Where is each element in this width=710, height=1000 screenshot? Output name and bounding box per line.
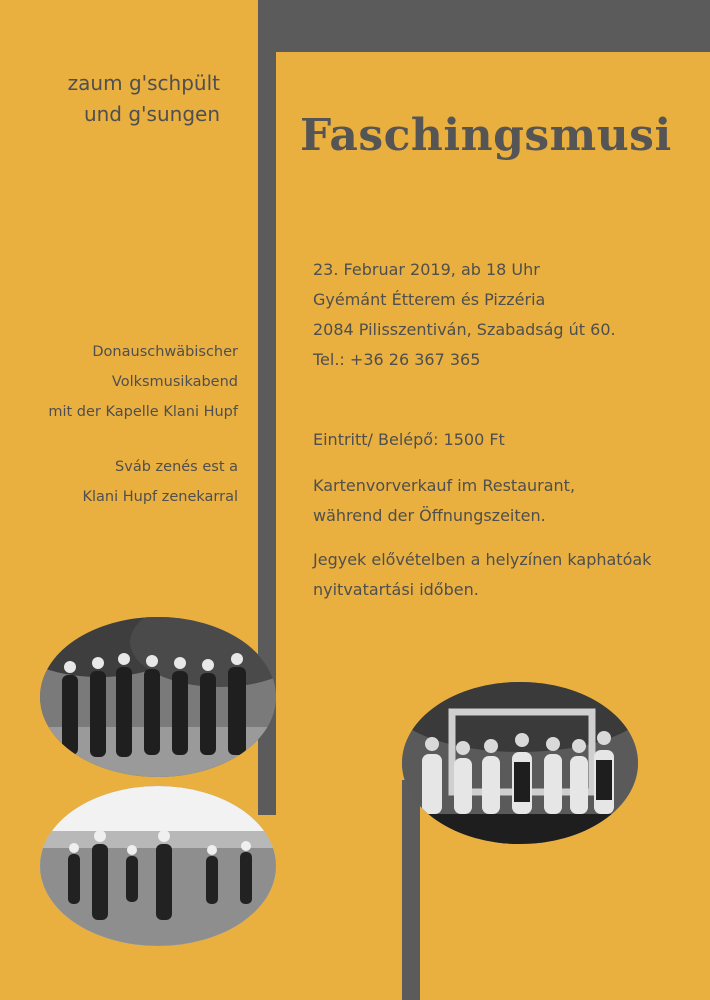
description-german: [20, 337, 238, 427]
description-line: Klani Hupf zenekarral: [82, 489, 238, 505]
event-phone: Tel.: +36 26 367 365: [313, 350, 481, 369]
presale-line: während der Öffnungszeiten.: [313, 506, 546, 525]
ticket-price: Eintritt/ Belépő: 1500 Ft: [313, 430, 505, 449]
band-photo-group-standing: [40, 617, 276, 777]
tagline: [30, 68, 220, 130]
description-line: mit der Kapelle Klani Hupf: [48, 404, 238, 420]
presale-line: Jegyek elővételben a helyzínen kaphatóak: [313, 550, 652, 569]
band-photo-walking-field: [40, 786, 276, 946]
band-photo-with-frame: [402, 682, 638, 844]
event-info: [313, 255, 703, 375]
tagline-line: zaum g'schpült: [67, 71, 220, 95]
note-beam: [258, 0, 710, 52]
presale-hungarian: [313, 545, 703, 605]
presale-german: [313, 471, 703, 531]
description-line: Sváb zenés est a: [115, 459, 238, 475]
description-hungarian: [20, 452, 238, 512]
tagline-line: und g'sungen: [83, 102, 220, 126]
event-venue: Gyémánt Étterem és Pizzéria: [313, 290, 546, 309]
photo-image: [40, 786, 276, 946]
presale-line: Kartenvorverkauf im Restaurant,: [313, 476, 576, 495]
event-address: 2084 Pilisszentiván, Szabadság út 60.: [313, 320, 616, 339]
poster-title: Faschingsmusi: [300, 110, 672, 161]
note-stem-right: [402, 780, 420, 1000]
photo-image: [40, 617, 276, 777]
event-date: 23. Februar 2019, ab 18 Uhr: [313, 260, 540, 279]
description-line: Donauschwäbischer: [92, 344, 238, 360]
description-line: Volksmusikabend: [111, 374, 238, 390]
photo-image: [402, 682, 638, 844]
presale-line: nyitvatartási időben.: [313, 580, 479, 599]
